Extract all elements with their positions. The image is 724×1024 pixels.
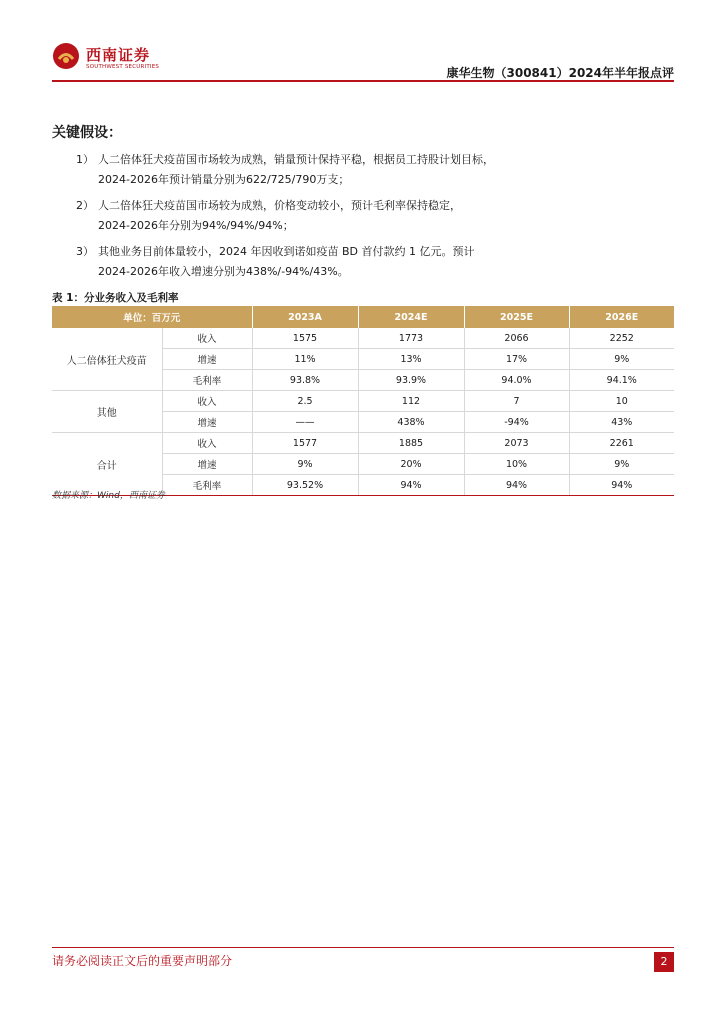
table-cell: 94% [569,475,674,496]
table-caption: 表 1：分业务收入及毛利率 [52,292,179,304]
table-row [52,391,674,412]
table-cell: 9% [569,349,674,370]
segment-name: 人二倍体狂犬疫苗 [52,328,162,391]
assumption-line: 人二倍体狂犬疫苗国市场较为成熟，价格变动较小，预计毛利率保持稳定， [98,199,461,212]
metric-label: 毛利率 [162,370,252,391]
table-cell: 1577 [252,433,358,454]
table-cell: 9% [569,454,674,475]
assumption-line: 2024-2026年收入增速分别为438%/-94%/43%。 [98,265,349,278]
table-cell: 10% [464,454,569,475]
table-cell: 10 [569,391,674,412]
table-header-row [52,306,674,328]
table-cell: 1773 [358,328,464,349]
metric-label: 收入 [162,328,252,349]
table-header-cell: 单位：百万元 [52,306,252,328]
table-header-cell: 2026E [569,306,674,328]
table-row [52,433,674,454]
data-source-note: 数据来源：Wind，西南证券 [52,491,165,501]
page-number: 2 [654,952,674,972]
header-divider [52,80,674,82]
table-cell: 2073 [464,433,569,454]
assumption-number: 1） [76,153,94,166]
table-header-cell: 2024E [358,306,464,328]
table-cell: 43% [569,412,674,433]
table-cell: 112 [358,391,464,412]
table-cell: 7 [464,391,569,412]
table-cell: 93.8% [252,370,358,391]
table-cell: 11% [252,349,358,370]
company-logo [52,40,182,80]
table-cell: 93.52% [252,475,358,496]
table-cell: 20% [358,454,464,475]
assumption-number: 3） [76,245,94,258]
table-cell: 2066 [464,328,569,349]
table-cell: 2.5 [252,391,358,412]
table-cell: 94% [464,475,569,496]
assumption-line: 2024-2026年预计销量分别为622/725/790万支； [98,173,350,186]
table-cell: 17% [464,349,569,370]
table-cell: 1575 [252,328,358,349]
table-cell: 2261 [569,433,674,454]
assumption-line: 其他业务目前体量较小，2024 年因收到诺如疫苗 BD 首付款约 1 亿元。预计 [98,245,475,258]
footer-divider [52,947,674,948]
table-cell: 9% [252,454,358,475]
page-header [52,40,674,82]
metric-label: 增速 [162,412,252,433]
table-cell: 438% [358,412,464,433]
table-row [52,328,674,349]
logo-emblem-icon [52,42,80,70]
logo-english-name: SOUTHWEST SECURITIES [86,64,160,70]
revenue-margin-table [52,306,674,496]
table-cell: 94% [358,475,464,496]
assumption-item [76,242,475,282]
table-header-cell: 2025E [464,306,569,328]
table-cell: 94.1% [569,370,674,391]
report-title: 康华生物（300841）2024年半年报点评 [446,66,674,80]
table-cell: 94.0% [464,370,569,391]
section-title: 关键假设： [52,125,122,141]
segment-name: 其他 [52,391,162,433]
metric-label: 收入 [162,433,252,454]
table-header-cell: 2023A [252,306,358,328]
table-cell: -94% [464,412,569,433]
assumption-number: 2） [76,199,94,212]
table-cell: 93.9% [358,370,464,391]
table-cell: 2252 [569,328,674,349]
assumption-item [76,150,494,190]
table-cell: 1885 [358,433,464,454]
assumption-line: 2024-2026年分别为94%/94%/94%； [98,219,294,232]
segment-name: 合计 [52,433,162,496]
metric-label: 毛利率 [162,475,252,496]
assumption-line: 人二倍体狂犬疫苗国市场较为成熟，销量预计保持平稳，根据员工持股计划目标， [98,153,494,166]
metric-label: 收入 [162,391,252,412]
logo-chinese-name: 西南证券 [86,46,151,64]
footer-notice: 请务必阅读正文后的重要声明部分 [52,954,233,968]
assumption-item [76,196,461,236]
metric-label: 增速 [162,349,252,370]
table-cell: —— [252,412,358,433]
table-cell: 13% [358,349,464,370]
metric-label: 增速 [162,454,252,475]
